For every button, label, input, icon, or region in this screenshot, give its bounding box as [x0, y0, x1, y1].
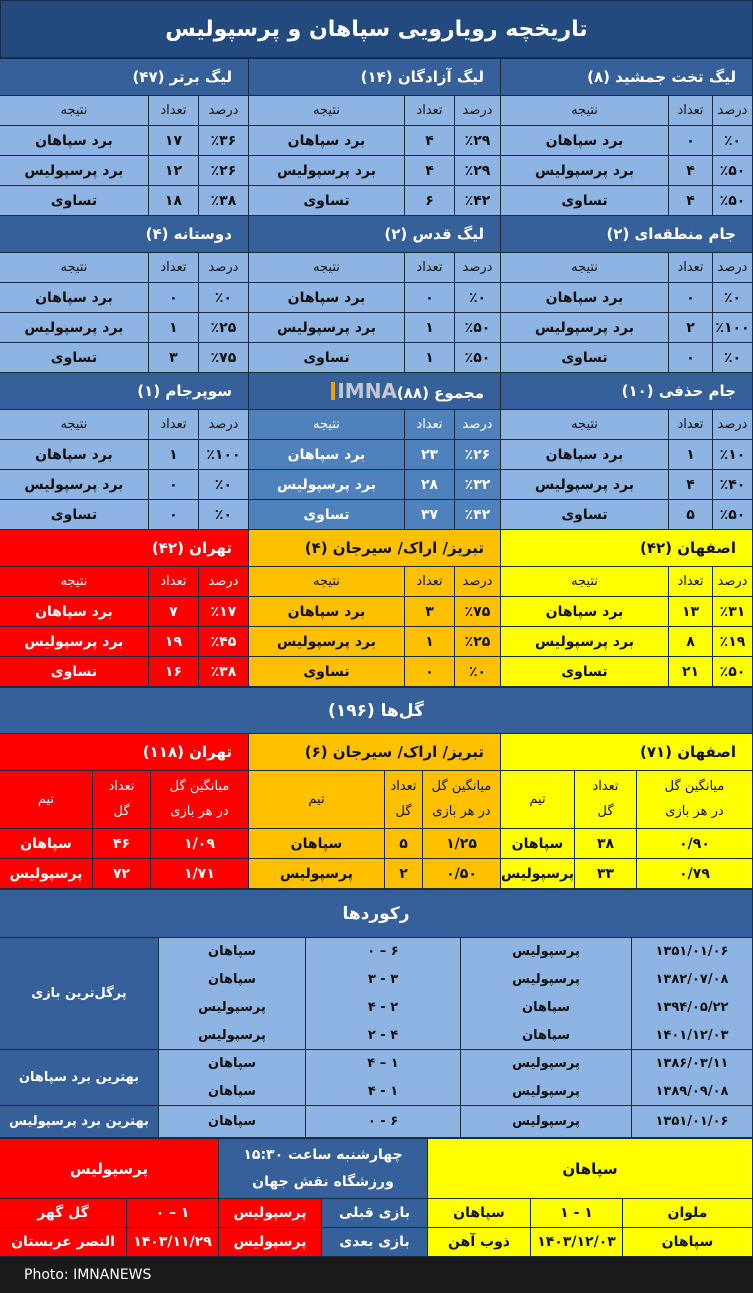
col-header-result: نتیجه	[0, 567, 148, 597]
record-away: سپاهان	[159, 1050, 306, 1078]
col-header-count: تعداد	[669, 410, 713, 440]
team-cell: پرسپولیس	[501, 859, 575, 889]
competition-title: لیگ برتر (۴۷)	[0, 59, 248, 96]
next-match-row	[0, 1228, 753, 1257]
col-header-percent: درصد	[713, 410, 753, 440]
competition-title: جام حذفی (۱۰)	[500, 373, 752, 410]
table-row	[0, 156, 753, 186]
record-row	[0, 1106, 753, 1138]
percent-cell: ٪۰	[198, 500, 248, 530]
col-header-result: نتیجه	[0, 410, 148, 440]
col-header-result: نتیجه	[500, 410, 668, 440]
perspolis-next-date: ۱۴۰۳/۱۱/۲۹	[127, 1228, 219, 1257]
record-score: ۴ - ۲	[306, 1022, 461, 1050]
table-row	[0, 440, 753, 470]
record-score: ۲ - ۴	[306, 994, 461, 1022]
count-cell: ۷	[148, 597, 198, 627]
col-header-count: تعداد	[404, 253, 454, 283]
record-home: پرسپولیس	[461, 1078, 632, 1106]
count-cell: ۳	[404, 597, 454, 627]
table-row	[0, 186, 753, 216]
percent-cell: ٪۵۰	[713, 657, 753, 687]
col-header-percent: درصد	[713, 253, 753, 283]
result-label: تساوی	[248, 343, 404, 373]
record-home: سپاهان	[461, 1022, 632, 1050]
col-header-result: نتیجه	[248, 253, 404, 283]
col-header-count: تعداد	[404, 410, 454, 440]
count-cell: ۱	[404, 313, 454, 343]
percent-cell: ٪۲۶	[198, 156, 248, 186]
record-score: ۱ – ۴	[306, 1050, 461, 1078]
result-label: تساوی	[248, 500, 404, 530]
percent-cell: ٪۵۰	[454, 313, 500, 343]
result-label: برد پرسپولیس	[500, 627, 668, 657]
percent-cell: ٪۰	[454, 657, 500, 687]
col-header-percent: درصد	[454, 410, 500, 440]
percent-cell: ٪۴۵	[198, 627, 248, 657]
record-home: پرسپولیس	[461, 1050, 632, 1078]
table-row	[0, 597, 753, 627]
percent-cell: ٪۳۱	[713, 597, 753, 627]
team-cell: سپاهان	[0, 829, 93, 859]
count-cell: ۲۱	[669, 657, 713, 687]
count-cell: ۱	[669, 440, 713, 470]
percent-cell: ٪۱۹	[713, 627, 753, 657]
percent-cell: ٪۱۰	[713, 440, 753, 470]
total-title	[248, 373, 500, 410]
count-cell: ۳	[148, 343, 198, 373]
match-time-venue	[219, 1139, 428, 1199]
city-title-other: تبریز/ اراک/ سیرجان (۴)	[248, 530, 500, 567]
percent-cell: ٪۰	[198, 470, 248, 500]
col-header-team: تیم	[501, 771, 575, 829]
page-title: تاریخچه رویارویی سپاهان و پرسپولیس	[0, 0, 753, 58]
goals-city-title-isfahan: اصفهان (۷۱)	[501, 734, 753, 771]
count-cell: ۱۷	[148, 126, 198, 156]
percent-cell: ٪۳۸	[198, 186, 248, 216]
col-header-count: تعداد	[148, 96, 198, 126]
record-date: ۱۳۸۹/۰۹/۰۸	[632, 1078, 753, 1106]
goals-cell: ۳۸	[575, 829, 637, 859]
away-team-name: پرسپولیس	[0, 1139, 219, 1199]
col-header-result: نتیجه	[0, 96, 148, 126]
goals-cell: ۵	[385, 829, 423, 859]
count-cell: ۵	[669, 500, 713, 530]
col-header-avg: میانگین گل در هر بازی	[423, 771, 501, 829]
goals-cell: ۲	[385, 859, 423, 889]
perspolis-next-opponent: النصر عربستان	[0, 1228, 127, 1257]
perspolis-next-team: پرسپولیس	[219, 1228, 322, 1257]
col-header-goals: تعداد گل	[385, 771, 423, 829]
avg-cell: ۰/۷۹	[637, 859, 753, 889]
record-row	[0, 938, 753, 966]
count-cell: ۱۲	[148, 156, 198, 186]
percent-cell: ٪۱۰۰	[713, 313, 753, 343]
imna-watermark-logo	[331, 379, 397, 403]
count-cell: ۰	[669, 343, 713, 373]
result-label: برد سپاهان	[0, 440, 148, 470]
record-date: ۱۴۰۱/۱۲/۰۳	[632, 1022, 753, 1050]
count-cell: ۰	[148, 500, 198, 530]
count-cell: ۴	[669, 156, 713, 186]
col-header-team: تیم	[249, 771, 385, 829]
col-header-percent: درصد	[198, 96, 248, 126]
competition-title: لیگ آزادگان (۱۴)	[248, 59, 500, 96]
result-label: تساوی	[500, 186, 668, 216]
competition-title: لیگ تخت جمشید (۸)	[500, 59, 752, 96]
previous-match-label: بازی قبلی	[322, 1199, 428, 1228]
table-row	[0, 627, 753, 657]
records-section-title: رکوردها	[0, 890, 753, 938]
count-cell: ۱	[404, 627, 454, 657]
count-cell: ۰	[404, 657, 454, 687]
result-label: برد پرسپولیس	[0, 156, 148, 186]
col-header-count: تعداد	[404, 567, 454, 597]
percent-cell: ٪۷۵	[454, 597, 500, 627]
percent-cell: ٪۰	[198, 283, 248, 313]
count-cell: ۱۶	[148, 657, 198, 687]
result-label: برد پرسپولیس	[0, 313, 148, 343]
percent-cell: ٪۴۰	[713, 470, 753, 500]
table-row	[0, 829, 753, 859]
avg-cell: ۰/۵۰	[423, 859, 501, 889]
competition-title: دوستانه (۴)	[0, 216, 248, 253]
match-time: چهارشنبه ساعت ۱۵:۳۰	[243, 1146, 403, 1163]
result-label: برد سپاهان	[500, 126, 668, 156]
percent-cell: ٪۵۰	[713, 156, 753, 186]
table-row	[0, 313, 753, 343]
count-cell: ۶	[404, 186, 454, 216]
result-label: برد پرسپولیس	[0, 470, 148, 500]
count-cell: ۴	[669, 186, 713, 216]
percent-cell: ٪۰	[713, 343, 753, 373]
result-label: برد پرسپولیس	[248, 470, 404, 500]
percent-cell: ٪۱۷	[198, 597, 248, 627]
watermark-bar-icon	[331, 382, 335, 400]
sepahan-prev-score: ۱ - ۱	[531, 1199, 623, 1228]
goals-table	[0, 687, 753, 889]
count-cell: ۱۳	[669, 597, 713, 627]
count-cell: ۰	[148, 283, 198, 313]
percent-cell: ٪۴۲	[454, 186, 500, 216]
percent-cell: ٪۲۹	[454, 156, 500, 186]
sepahan-prev-team: سپاهان	[428, 1199, 531, 1228]
goals-cell: ۴۶	[93, 829, 151, 859]
col-header-count: تعداد	[148, 253, 198, 283]
col-header-result: نتیجه	[500, 253, 668, 283]
percent-cell: ٪۳۶	[198, 126, 248, 156]
col-header-avg: میانگین گل در هر بازی	[151, 771, 249, 829]
record-row	[0, 1050, 753, 1078]
col-header-result: نتیجه	[500, 567, 668, 597]
goals-cell: ۳۳	[575, 859, 637, 889]
table-row	[0, 657, 753, 687]
records-table	[0, 889, 753, 1138]
result-label: برد سپاهان	[500, 597, 668, 627]
result-label: برد پرسپولیس	[500, 470, 668, 500]
result-label: تساوی	[500, 500, 668, 530]
count-cell: ۰	[669, 283, 713, 313]
competition-title: جام منطقه‌ای (۲)	[500, 216, 752, 253]
result-label: برد سپاهان	[248, 440, 404, 470]
count-cell: ۱۸	[148, 186, 198, 216]
count-cell: ۳۷	[404, 500, 454, 530]
goals-city-title-other: تبریز/ اراک/ سیرجان (۶)	[249, 734, 501, 771]
competition-title: لیگ قدس (۲)	[248, 216, 500, 253]
record-home: پرسپولیس	[461, 966, 632, 994]
col-header-result: نتیجه	[248, 410, 404, 440]
col-header-count: تعداد	[669, 567, 713, 597]
result-label: برد پرسپولیس	[248, 313, 404, 343]
avg-cell: ۱/۰۹	[151, 829, 249, 859]
record-date: ۱۳۸۲/۰۷/۰۸	[632, 966, 753, 994]
result-label: تساوی	[0, 500, 148, 530]
team-cell: پرسپولیس	[0, 859, 93, 889]
watermark-text: IMNA	[337, 379, 397, 403]
col-header-count: تعداد	[669, 96, 713, 126]
result-label: برد سپاهان	[0, 126, 148, 156]
col-header-goals: تعداد گل	[93, 771, 151, 829]
col-header-result: نتیجه	[0, 253, 148, 283]
percent-cell: ٪۲۶	[454, 440, 500, 470]
percent-cell: ٪۲۹	[454, 126, 500, 156]
col-header-count: تعداد	[148, 410, 198, 440]
count-cell: ۴	[669, 470, 713, 500]
record-date: ۱۳۵۱/۰۱/۰۶	[632, 1106, 753, 1138]
competitions-table	[0, 58, 753, 687]
percent-cell: ٪۴۲	[454, 500, 500, 530]
goals-city-title-tehran: تهران (۱۱۸)	[0, 734, 249, 771]
count-cell: ۱	[148, 440, 198, 470]
col-header-percent: درصد	[454, 96, 500, 126]
col-header-percent: درصد	[198, 567, 248, 597]
goals-section-title: گل‌ها (۱۹۶)	[0, 688, 753, 734]
count-cell: ۲۳	[404, 440, 454, 470]
col-header-percent: درصد	[713, 567, 753, 597]
perspolis-prev-score: ۱ – ۰	[127, 1199, 219, 1228]
record-score: ۳ - ۳	[306, 966, 461, 994]
record-group-label: بهترین برد پرسپولیس	[0, 1106, 159, 1138]
sepahan-next-date: ۱۴۰۳/۱۲/۰۳	[531, 1228, 623, 1257]
percent-cell: ٪۵۰	[454, 343, 500, 373]
result-label: برد پرسپولیس	[248, 627, 404, 657]
result-label: برد سپاهان	[500, 283, 668, 313]
col-header-count: تعداد	[669, 253, 713, 283]
record-away: سپاهان	[159, 1078, 306, 1106]
result-label: تساوی	[0, 343, 148, 373]
record-away: سپاهان	[159, 938, 306, 966]
result-label: برد سپاهان	[0, 283, 148, 313]
photo-credit: Photo: IMNANEWS	[0, 1257, 753, 1293]
count-cell: ۲	[669, 313, 713, 343]
percent-cell: ٪۵۰	[713, 186, 753, 216]
percent-cell: ٪۷۵	[198, 343, 248, 373]
col-header-avg: میانگین گل در هر بازی	[637, 771, 753, 829]
record-away: پرسپولیس	[159, 994, 306, 1022]
result-label: تساوی	[0, 657, 148, 687]
team-cell: پرسپولیس	[249, 859, 385, 889]
record-date: ۱۳۹۴/۰۵/۲۲	[632, 994, 753, 1022]
count-cell: ۲۸	[404, 470, 454, 500]
result-label: برد سپاهان	[248, 126, 404, 156]
city-title-tehran: تهران (۴۲)	[0, 530, 248, 567]
col-header-percent: درصد	[454, 253, 500, 283]
count-cell: ۱۹	[148, 627, 198, 657]
percent-cell: ٪۳۸	[198, 657, 248, 687]
percent-cell: ٪۱۰۰	[198, 440, 248, 470]
team-cell: سپاهان	[249, 829, 385, 859]
record-home: پرسپولیس	[461, 938, 632, 966]
result-label: برد سپاهان	[248, 283, 404, 313]
record-away: سپاهان	[159, 1106, 306, 1138]
col-header-team: تیم	[0, 771, 93, 829]
col-header-goals: تعداد گل	[575, 771, 637, 829]
result-label: برد پرسپولیس	[0, 627, 148, 657]
col-header-percent: درصد	[454, 567, 500, 597]
result-label: تساوی	[248, 657, 404, 687]
col-header-count: تعداد	[148, 567, 198, 597]
record-date: ۱۳۸۶/۰۳/۱۱	[632, 1050, 753, 1078]
avg-cell: ۱/۷۱	[151, 859, 249, 889]
col-header-result: نتیجه	[500, 96, 668, 126]
record-away: سپاهان	[159, 966, 306, 994]
table-row	[0, 470, 753, 500]
record-group-label: بهترین برد سپاهان	[0, 1050, 159, 1106]
col-header-result: نتیجه	[248, 96, 404, 126]
sepahan-prev-opponent: ملوان	[623, 1199, 753, 1228]
record-away: پرسپولیس	[159, 1022, 306, 1050]
percent-cell: ٪۰	[454, 283, 500, 313]
next-match-label: بازی بعدی	[322, 1228, 428, 1257]
percent-cell: ٪۲۵	[198, 313, 248, 343]
result-label: برد سپاهان	[0, 597, 148, 627]
avg-cell: ۱/۲۵	[423, 829, 501, 859]
col-header-result: نتیجه	[248, 567, 404, 597]
table-row	[0, 343, 753, 373]
competition-title: سوپرجام (۱)	[0, 373, 248, 410]
perspolis-prev-team: پرسپولیس	[219, 1199, 322, 1228]
result-label: برد پرسپولیس	[500, 313, 668, 343]
avg-cell: ۰/۹۰	[637, 829, 753, 859]
col-header-percent: درصد	[198, 253, 248, 283]
team-cell: سپاهان	[501, 829, 575, 859]
count-cell: ۱	[148, 313, 198, 343]
sepahan-next-opponent: ذوب آهن	[428, 1228, 531, 1257]
previous-match-row	[0, 1199, 753, 1228]
result-label: تساوی	[500, 343, 668, 373]
table-row	[0, 126, 753, 156]
result-label: تساوی	[0, 186, 148, 216]
record-score: ۶ - ۰	[306, 1106, 461, 1138]
percent-cell: ٪۰	[713, 283, 753, 313]
table-row	[0, 283, 753, 313]
count-cell: ۰	[404, 283, 454, 313]
percent-cell: ٪۳۲	[454, 470, 500, 500]
total-title-text: مجموع (۸۸)	[396, 384, 484, 402]
count-cell: ۴	[404, 126, 454, 156]
result-label: برد پرسپولیس	[248, 156, 404, 186]
record-group-label: پرگل‌ترین بازی	[0, 938, 159, 1050]
record-score: ۶ – ۰	[306, 938, 461, 966]
result-label: تساوی	[248, 186, 404, 216]
percent-cell: ٪۵۰	[713, 500, 753, 530]
col-header-percent: درصد	[198, 410, 248, 440]
home-team-name: سپاهان	[428, 1139, 753, 1199]
sepahan-next-team: سپاهان	[623, 1228, 753, 1257]
percent-cell: ٪۲۵	[454, 627, 500, 657]
table-row	[0, 500, 753, 530]
record-date: ۱۳۵۱/۰۱/۰۶	[632, 938, 753, 966]
record-score: ۱ - ۴	[306, 1078, 461, 1106]
result-label: تساوی	[500, 657, 668, 687]
match-table	[0, 1138, 753, 1257]
col-header-percent: درصد	[713, 96, 753, 126]
count-cell: ۸	[669, 627, 713, 657]
result-label: برد سپاهان	[248, 597, 404, 627]
record-home: پرسپولیس	[461, 1106, 632, 1138]
city-title-isfahan: اصفهان (۴۲)	[500, 530, 752, 567]
count-cell: ۱	[404, 343, 454, 373]
match-venue: ورزشگاه نقش جهان	[252, 1173, 394, 1190]
count-cell: ۰	[669, 126, 713, 156]
table-row	[0, 859, 753, 889]
percent-cell: ٪۰	[713, 126, 753, 156]
goals-cell: ۷۲	[93, 859, 151, 889]
count-cell: ۰	[148, 470, 198, 500]
col-header-count: تعداد	[404, 96, 454, 126]
perspolis-prev-opponent: گل گهر	[0, 1199, 127, 1228]
count-cell: ۴	[404, 156, 454, 186]
record-home: سپاهان	[461, 994, 632, 1022]
result-label: برد پرسپولیس	[500, 156, 668, 186]
result-label: برد سپاهان	[500, 440, 668, 470]
